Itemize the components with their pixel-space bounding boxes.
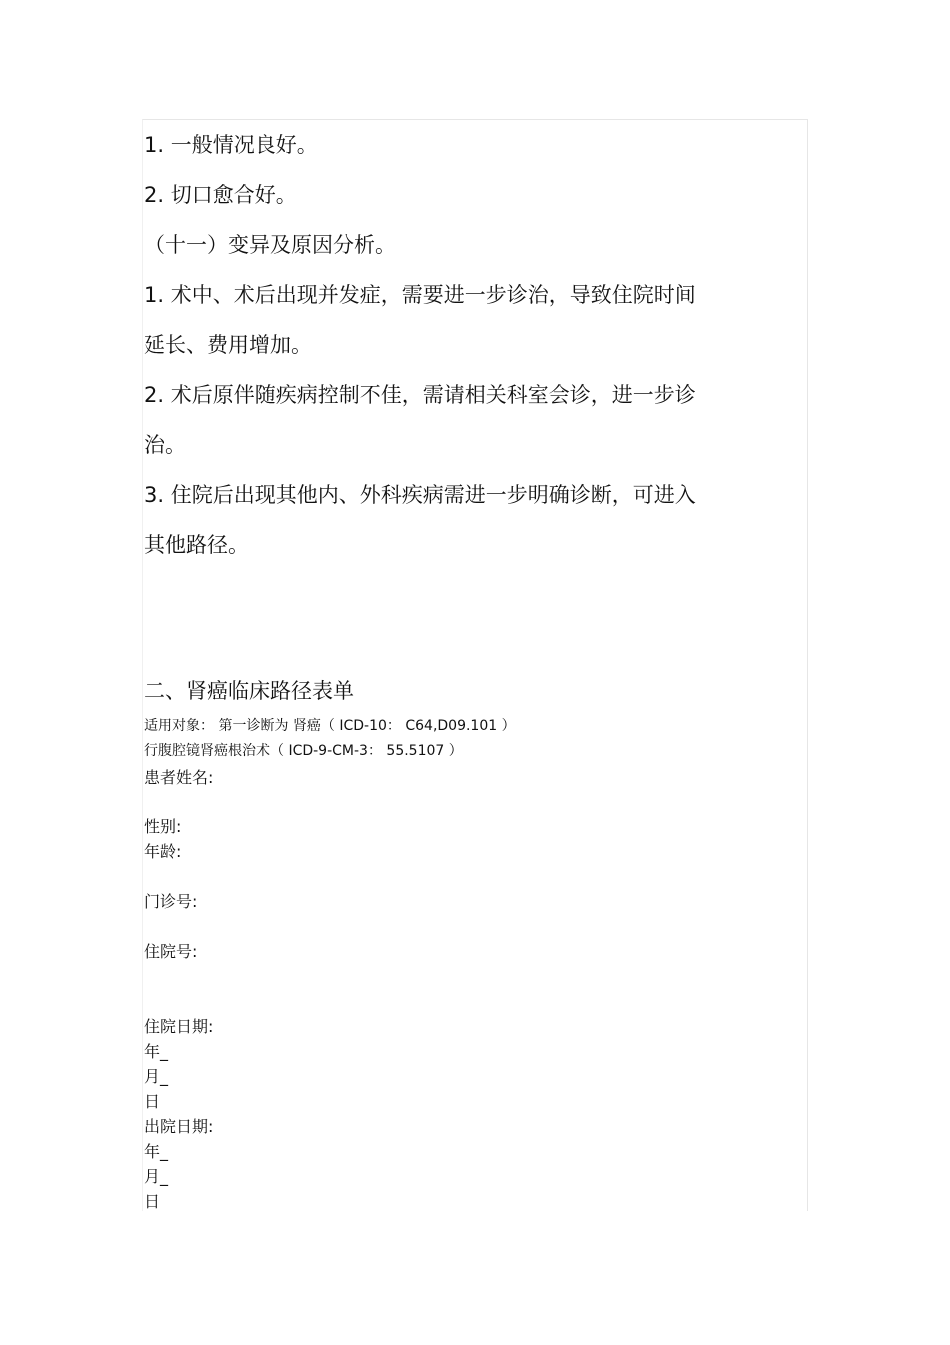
applicable-line-2: 行腹腔镜肾癌根治术（ ICD-9-CM-3： 55.5107 ） — [144, 743, 463, 759]
form-heading: 二、肾癌临床路径表单 — [144, 679, 354, 703]
section-eleven-item-3-line-1: 3. 住院后出现其他内、外科疾病需进一步明确诊断，可进入 — [144, 483, 696, 507]
section-eleven-item-3-line-2: 其他路径。 — [144, 533, 249, 557]
discharge-day-label: 日 — [144, 1192, 161, 1211]
section-ten-item-1: 1. 一般情况良好。 — [144, 133, 318, 157]
section-eleven-item-2-line-2: 治。 — [144, 433, 186, 457]
discharge-year-label: 年_ — [144, 1142, 169, 1161]
section-eleven-item-1-line-1: 1. 术中、术后出现并发症，需要进一步诊治，导致住院时间 — [144, 283, 696, 307]
discharge-month-label: 月_ — [144, 1167, 169, 1186]
patient-name-label: 患者姓名: — [144, 768, 214, 787]
section-eleven-item-1-line-2: 延长、费用增加。 — [144, 333, 312, 357]
gender-label: 性别: — [144, 817, 182, 836]
applicable-line-1: 适用对象： 第一诊断为 肾癌（ ICD-10： C64,D09.101 ） — [144, 718, 516, 734]
inpatient-number-label: 住院号: — [144, 942, 198, 961]
admission-day-label: 日 — [144, 1092, 161, 1111]
admission-year-label: 年_ — [144, 1042, 169, 1061]
section-eleven-item-2-line-1: 2. 术后原伴随疾病控制不佳，需请相关科室会诊，进一步诊 — [144, 383, 696, 407]
age-label: 年龄: — [144, 842, 182, 861]
admission-month-label: 月_ — [144, 1067, 169, 1086]
section-eleven-title: （十一）变异及原因分析。 — [144, 233, 396, 257]
section-ten-item-2: 2. 切口愈合好。 — [144, 183, 297, 207]
outpatient-number-label: 门诊号: — [144, 892, 198, 911]
discharge-date-label: 出院日期: — [144, 1117, 214, 1136]
admission-date-label: 住院日期: — [144, 1017, 214, 1036]
